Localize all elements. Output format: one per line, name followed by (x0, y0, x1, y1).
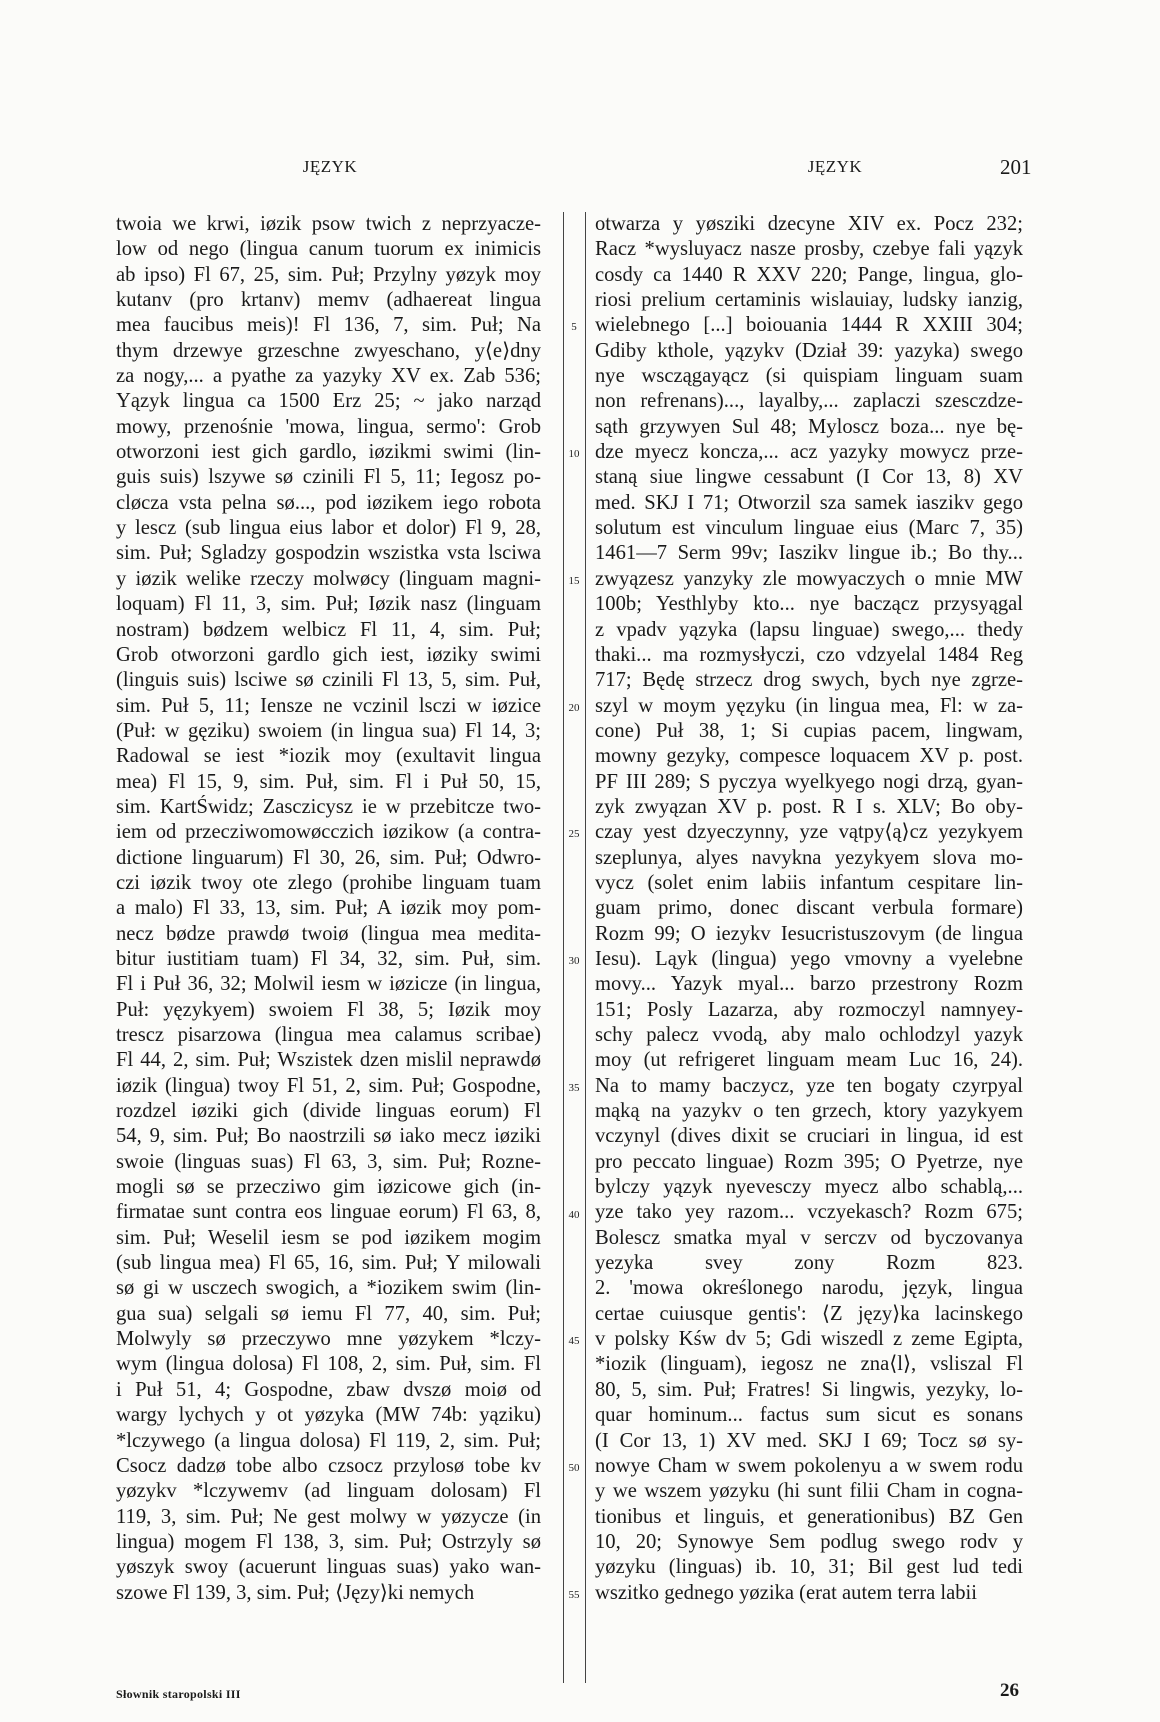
text-line: yøzykv *lczywemv (ad linguam dolosam) Fl (116, 1480, 541, 1503)
text-line: z vpadv yązyka (lapsu linguae) swego,... thedy (595, 618, 1023, 641)
sheet-signature-number: 26 (1000, 1680, 1019, 1701)
text-line: riosi prelium certaminis wislauiay, ludsky ianzig, (595, 289, 1023, 312)
text-line: movy... Yazyk myal... barzo przestrony Rozm (595, 973, 1023, 996)
text-line: vczynyl (dives dixit se cruciari in lingua, id est (595, 1125, 1023, 1148)
text-line: gua sua) selgali sø iemu Fl 77, 40, sim. Puł; (116, 1302, 541, 1325)
text-line: swoie (linguas suas) Fl 63, 3, sim. Puł; Rozne- (116, 1150, 541, 1173)
text-line: lingua) mogem Fl 138, 3, sim. Puł; Ostrzyly sø (116, 1530, 541, 1553)
text-line: cosdy ca 1440 R XXV 220; Pange, lingua, glo- (595, 263, 1023, 286)
text-line: sim. KartŚwidz; Zasczicysz ie w przebitcze two- (116, 795, 541, 818)
text-line: 2. 'mowa określonego narodu, język, lingua (595, 1277, 1023, 1300)
text-line: iem od przecziwomowøcczich iøzikow (a contra- (116, 821, 541, 844)
text-line: bitur iustitiam tuam) Fl 34, 32, sim. Puł, sim. (116, 947, 541, 970)
text-line: iøzik (lingua) twoy Fl 51, 2, sim. Puł; Gospodne, (116, 1074, 541, 1097)
text-line: a malo) Fl 33, 13, sim. Puł; A iøzik moy pom- (116, 897, 541, 920)
footer-publication-title: Słownik staropolski III (116, 1687, 241, 1701)
line-number: 25 (568, 828, 580, 841)
text-line: dictione linguarum) Fl 30, 26, sim. Puł; Odwro- (116, 846, 541, 869)
text-line: zyk zwyązan XV p. post. R I s. XLV; Bo oby- (595, 795, 1023, 818)
text-line: 54, 9, sim. Puł; Bo naostrzili sø iako mecz iøziki (116, 1125, 541, 1148)
text-line: otwarza y yøsziki dzecyne XIV ex. Pocz 232; (595, 213, 1023, 235)
line-number: 45 (568, 1335, 580, 1348)
text-line: 10, 20; Synowye Sem podlug swego rodv y (595, 1530, 1023, 1553)
text-line: PF III 289; S pyczya wyelkyego nogi drzą, gyan- (595, 770, 1023, 793)
text-line: czay yest dzyeczynny, yze vątpy⟨ą⟩cz yezykyem (595, 821, 1023, 844)
text-line: czi iøzik twoy ote zlego (prohibe linguam tuam (116, 871, 541, 894)
text-line: schy palecz vvodą, aby malo ochlodzyl yazyk (595, 1024, 1023, 1046)
running-head-right: JĘZYK (807, 157, 863, 176)
text-line: y iøzik welike rzeczy molwøcy (linguam magni- (116, 567, 541, 590)
line-number: 20 (568, 701, 580, 714)
line-number: 10 (568, 448, 580, 461)
text-line: mowy, przenośnie 'mowa, lingua, sermo': Grob (116, 415, 541, 438)
text-line: 119, 3, sim. Puł; Ne gest molwy w yøzycze (in (116, 1505, 541, 1528)
text-line: szyl w moym yęzyku (in lingua mea, Fl: w za- (595, 694, 1023, 717)
text-line: (linguis suis) lsciwe sø czinili Fl 13, 5, sim. Puł, (116, 669, 541, 692)
text-line: y we wszem yøzyku (hi sunt filii Cham in cogna- (595, 1480, 1023, 1503)
text-line: szeplunya, alyes navykna yezykyem slova mo- (595, 846, 1023, 869)
text-line: za nogy,... a pyathe za yazyky XV ex. Zab 536; (116, 365, 541, 388)
line-number: 15 (568, 574, 580, 587)
text-line: yøzyku (linguas) ib. 10, 31; Bil gest lud tedi (595, 1556, 1023, 1579)
line-number: 5 (571, 321, 577, 334)
text-line: pro peccato linguae) Rozm 395; O Pyetrze, nye (595, 1150, 1023, 1173)
text-line: *iozik (linguam), iegosz ne zna⟨l⟩, vsliszal Fl (595, 1353, 1023, 1376)
text-line: guis suis) lszywe sø czinili Fl 5, 11; Iegosz po- (116, 466, 541, 489)
text-line: mowny gezyky, compesce loquacem XV p. post. (595, 745, 1023, 768)
text-line: twoia we krwi, iøzik psow twich z neprzyacze- (116, 213, 541, 235)
text-line: i Puł 51, 4; Gospodne, zbaw dvszø moiø od (116, 1378, 541, 1401)
text-line: (Puł: w gęziku) swoiem (in lingua sua) Fl 14, 3; (116, 719, 541, 742)
text-line: Iesu). Ląyk (lingua) yego vmovny a vyelebne (595, 947, 1023, 970)
text-line: sø gi w usczech swogich, a *iozikem swim (lin- (116, 1277, 541, 1300)
text-line: yezyka svey zony Rozm 823. (595, 1252, 1023, 1275)
text-line: vycz (solet enim labiis infantum cespitare lin- (595, 871, 1023, 894)
line-number: 50 (568, 1462, 580, 1475)
text-line: v polsky Kśw dv 5; Gdi wiszedl z zeme Egipta, (595, 1328, 1023, 1351)
text-line: yze tako yey razom... vczyekasch? Rozm 675; (595, 1201, 1023, 1224)
text-line: thym drzewye grzeschne zwyeschano, y⟨e⟩dny (116, 339, 541, 362)
text-line: otworzoni iest gich gardlo, iøzikmi swimi (lin- (116, 441, 541, 464)
text-line: *lczywego (a lingua dolosa) Fl 119, 2, sim. Puł; (116, 1429, 541, 1452)
text-line: 80, 5, sim. Puł; Fratres! Si lingwis, yezyky, lo- (595, 1378, 1023, 1401)
text-line: wym (lingua dolosa) Fl 108, 2, sim. Puł, sim. Fl (116, 1353, 541, 1376)
text-line: nostram) bødzem welbicz Fl 11, 4, sim. Puł; (116, 618, 541, 641)
text-line: med. SKJ I 71; Otworzil sza samek iaszikv gego (595, 491, 1023, 514)
text-line: sąth grzywyen Sul 48; Myloscz boza... nye bę- (595, 415, 1023, 438)
text-line: 100b; Yesthlyby kto... nye baczącz przysyągal (595, 593, 1023, 616)
line-number: 30 (568, 955, 580, 968)
text-line: Na to mamy baczycz, yze ten bogaty czyrpyal (595, 1074, 1023, 1097)
text-line: mąką na yazykv o ten grzech, ktory yazykyem (595, 1100, 1023, 1123)
text-line: mogli sø se przecziwo gim iøzicowe gich (in- (116, 1176, 541, 1199)
text-line: trescz pisarzowa (lingua mea calamus scribae) (116, 1024, 541, 1046)
text-line: Fl 44, 2, sim. Puł; Wszistek dzen mislil neprawdø (116, 1049, 541, 1072)
text-line: thaki... ma rozmysłyczi, czo vdzyelal 1484 Reg (595, 643, 1023, 666)
text-line: sim. Puł; Weselil iesm se pod iøzikem mogim (116, 1226, 541, 1249)
line-number: 55 (568, 1588, 580, 1601)
text-line: sim. Puł 5, 11; Iensze ne vczinil lsczi w iøzice (116, 694, 541, 717)
text-line: 1461—7 Serm 99v; Iaszikv lingue ib.; Bo thy... (595, 542, 1023, 565)
text-line: sim. Puł; Sgladzy gospodzin wszistka vsta lsciwa (116, 542, 541, 565)
text-line: low od nego (lingua canum tuorum ex inimicis (116, 238, 541, 261)
text-line: Molwyly sø przeczywo mne yøzykem *lczy- (116, 1328, 541, 1351)
text-line: (sub lingua mea) Fl 65, 16, sim. Puł; Y milowali (116, 1252, 541, 1275)
text-line: Grob otworzoni gardlo gich iest, iøziky swimi (116, 643, 541, 666)
text-line: guam primo, donec discant verbula formare) (595, 897, 1023, 920)
text-line: Racz *wysluyacz nasze prosby, czebye fali yązyk (595, 238, 1023, 261)
text-line: dze myecz koncza,... acz yazyky mowycz prze- (595, 441, 1023, 464)
text-line: 151; Posly Lazarza, aby rozmoczyl namnyey- (595, 998, 1023, 1021)
text-line: (I Cor 13, 1) XV med. SKJ I 69; Tocz sø sy- (595, 1429, 1023, 1452)
text-line: nowye Cham w swem pokolenyu a w swem rodu (595, 1454, 1023, 1477)
text-line: loquam) Fl 11, 3, sim. Puł; Iøzik nasz (linguam (116, 593, 541, 616)
text-line: tionibus et linguis, et generationibus) BZ Gen (595, 1505, 1023, 1528)
text-line: ab ipso) Fl 67, 25, sim. Puł; Przylny yøzyk moy (116, 263, 541, 286)
text-line: szowe Fl 139, 3, sim. Puł; ⟨Języ⟩ki nemych (116, 1581, 475, 1604)
text-line: firmatae sunt contra eos linguae eorum) Fl 63, 8, (116, 1201, 541, 1224)
text-line: Puł: yęzykyem) swoiem Fl 38, 5; Iøzik moy (116, 998, 541, 1021)
text-line: wszitko gednego yøzika (erat autem terra labii (595, 1581, 977, 1604)
text-line: bylczy yązyk nyevesczy myecz albo schablą,... (595, 1176, 1023, 1199)
text-line: staną siue lingwe cessabunt (I Cor 13, 8) XV (595, 466, 1023, 489)
text-line: necz bødze prawdø twoiø (lingua mea medita- (116, 922, 541, 945)
text-line: mea) Fl 15, 9, sim. Puł, sim. Fl i Puł 50, 15, (116, 770, 541, 793)
text-line: cløcza vsta pelna sø..., pod iøzikem iego robota (116, 491, 541, 514)
text-line: yøszyk swoy (acuerunt linguas suas) yako wan- (116, 1556, 541, 1579)
text-line: Fl i Puł 36, 32; Molwil iesm w iøzicze (in lingua, (116, 973, 541, 996)
text-line: quar hominum... factus sum sicut es sonans (595, 1404, 1023, 1427)
text-line: solutum est vinculum linguae eius (Marc 7, 35) (595, 517, 1023, 540)
text-line: cone) Puł 38, 1; Si cupias pacem, lingwam, (595, 719, 1023, 742)
text-line: y lescz (sub lingua eius labor et dolor) Fl 9, 28, (116, 517, 541, 540)
text-line: moy (ut refrigeret linguam meam Luc 16, 24). (595, 1049, 1023, 1072)
text-line: certae cuiusque gentis': ⟨Z języ⟩ka lacinskego (595, 1302, 1023, 1325)
text-line: zwyązesz yanzyky zle mowyaczych o mnie MW (595, 567, 1023, 590)
text-line: 717; Będę strzecz drog swych, bych nye zgrze- (595, 669, 1023, 692)
text-line: nye wsczągayącz (si quispiam linguam suam (595, 365, 1023, 388)
line-number: 35 (568, 1081, 580, 1094)
text-line: Radowal se iest *iozik moy (exultavit lingua (116, 745, 541, 768)
text-line: wargy lychych y ot yøzyka (MW 74b: yąziku) (116, 1404, 541, 1427)
text-line: Csocz dadzø tobe albo czsocz przylosø tobe kv (116, 1454, 541, 1477)
text-line: mea faucibus meis)! Fl 136, 7, sim. Puł; Na (116, 314, 541, 337)
left-column (116, 212, 541, 1722)
text-line: Gdiby kthole, yązykv (Dział 39: yazyka) swego (595, 339, 1023, 362)
text-line: Yązyk lingua ca 1500 Erz 25; ~ jako narząd (116, 390, 541, 413)
column-rule-right (585, 212, 586, 1683)
page-number: 201 (1000, 155, 1032, 179)
text-line: non refrenans)..., layalby,... zaplaczi szesczdze- (595, 390, 1023, 413)
text-line: Bolescz smatka myal v serczv od byczovanya (595, 1226, 1023, 1249)
text-line: Rozm 99; O iezykv Iesucristuszovym (de lingua (595, 922, 1023, 945)
text-line: rozdzel iøziki gich (divide linguas eorum) Fl (116, 1100, 541, 1123)
text-line: wielebnego [...] boiouania 1444 R XXIII 304; (595, 314, 1023, 337)
running-head-left: JĘZYK (302, 157, 358, 176)
line-number: 40 (568, 1208, 580, 1221)
right-column (595, 212, 1023, 1722)
text-line: kutanv (pro krtanv) memv (adhaereat lingua (116, 289, 541, 312)
